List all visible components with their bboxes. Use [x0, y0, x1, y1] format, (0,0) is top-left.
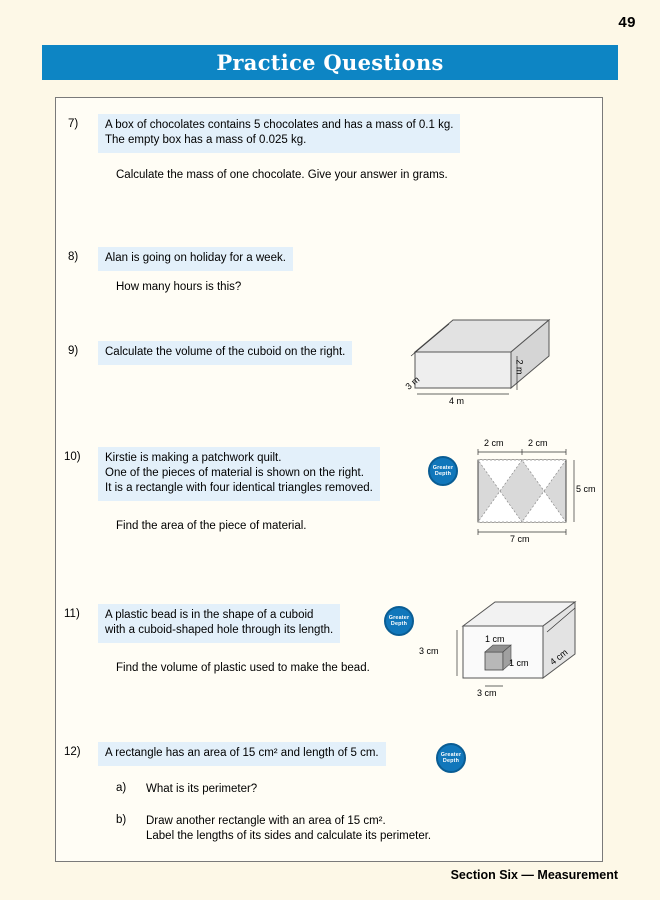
- figure-q11-label-3cm-width: 3 cm: [477, 688, 497, 698]
- question-7-sub: Calculate the mass of one chocolate. Give your answer in grams.: [116, 169, 448, 181]
- question-10-line-3: It is a rectangle with four identical triangles removed.: [105, 482, 373, 494]
- question-7-line-2: The empty box has a mass of 0.025 kg.: [105, 134, 307, 146]
- question-7-line-1: A box of chocolates contains 5 chocolates and has a mass of 0.1 kg.: [105, 119, 454, 131]
- figure-quilt-q10: [466, 438, 596, 548]
- question-9-text: Calculate the volume of the cuboid on the right.: [98, 341, 352, 365]
- badge-line-2: Depth: [434, 471, 452, 477]
- question-10-highlight: [98, 447, 428, 501]
- figure-cuboid-q9: [401, 310, 561, 420]
- figure-q9-label-width: 4 m: [449, 396, 465, 406]
- question-number-8: 8): [68, 251, 79, 263]
- figure-q11-label-1cm-b: 1 cm: [509, 658, 529, 668]
- question-11-text: [98, 604, 340, 643]
- figure-q10-label-5cm: 5 cm: [576, 484, 596, 494]
- greater-depth-badge-q12: [436, 743, 466, 773]
- question-10-line-1: Kirstie is making a patchwork quilt.: [105, 452, 282, 464]
- question-12-text: A rectangle has an area of 15 cm² and length of 5 cm.: [98, 742, 386, 766]
- question-8-sub: How many hours is this?: [116, 281, 242, 293]
- page-title: Practice Questions: [216, 50, 444, 75]
- figure-q10-label-2cm-right: 2 cm: [528, 438, 548, 448]
- question-number-7: 7): [68, 118, 79, 130]
- figure-q11-label-3cm-height: 3 cm: [419, 646, 439, 656]
- question-7-text: [98, 114, 460, 153]
- question-number-9: 9): [68, 345, 79, 357]
- figure-q9-label-depth: 3 m: [403, 374, 422, 392]
- question-8-text: Alan is going on holiday for a week.: [98, 247, 293, 271]
- question-12b-text: Draw another rectangle with an area of 15 cm².: [146, 815, 386, 827]
- question-11-highlight: [98, 604, 388, 643]
- question-11-line-2: with a cuboid-shaped hole through its length.: [105, 624, 334, 636]
- question-8-highlight: [98, 247, 293, 271]
- figure-q10-label-7cm: 7 cm: [510, 534, 530, 544]
- question-9-highlight: [98, 341, 352, 365]
- page-number: 49: [618, 14, 636, 31]
- question-7-highlight: [98, 114, 513, 153]
- question-12-highlight: [98, 742, 386, 766]
- badge-line-1: Greater: [440, 751, 462, 758]
- question-number-12: 12): [64, 746, 81, 758]
- question-12b-label: b): [116, 814, 127, 826]
- page-footer: Section Six — Measurement: [450, 868, 618, 882]
- question-10-line-2: One of the pieces of material is shown on the right.: [105, 467, 364, 479]
- figure-bead-q11: [419, 590, 601, 710]
- badge-line-2: Depth: [390, 621, 408, 627]
- page-title-bar: [42, 45, 618, 80]
- figure-q9-label-height: 2 m: [514, 359, 525, 375]
- question-11-line-1: A plastic bead is in the shape of a cuboid: [105, 609, 314, 621]
- greater-depth-badge-q10: [428, 456, 458, 486]
- figure-q11-label-4cm: 4 cm: [547, 647, 570, 667]
- questions-container: [55, 97, 603, 862]
- question-10-sub: Find the area of the piece of material.: [116, 520, 307, 532]
- question-10-text: [98, 447, 380, 501]
- question-number-11: 11): [64, 608, 80, 620]
- question-12a-label: a): [116, 782, 127, 794]
- greater-depth-badge-q11: [384, 606, 414, 636]
- question-number-10: 10): [64, 451, 81, 463]
- question-12a-text: What is its perimeter?: [146, 783, 258, 795]
- question-11-sub: Find the volume of plastic used to make the bead.: [116, 662, 370, 674]
- badge-line-2: Depth: [442, 758, 460, 764]
- figure-q10-label-2cm-left: 2 cm: [484, 438, 504, 448]
- badge-line-1: Greater: [432, 464, 454, 471]
- question-12b-text-2: Label the lengths of its sides and calculate its perimeter.: [146, 830, 432, 842]
- figure-q11-label-1cm-a: 1 cm: [485, 634, 505, 644]
- badge-line-1: Greater: [388, 614, 410, 621]
